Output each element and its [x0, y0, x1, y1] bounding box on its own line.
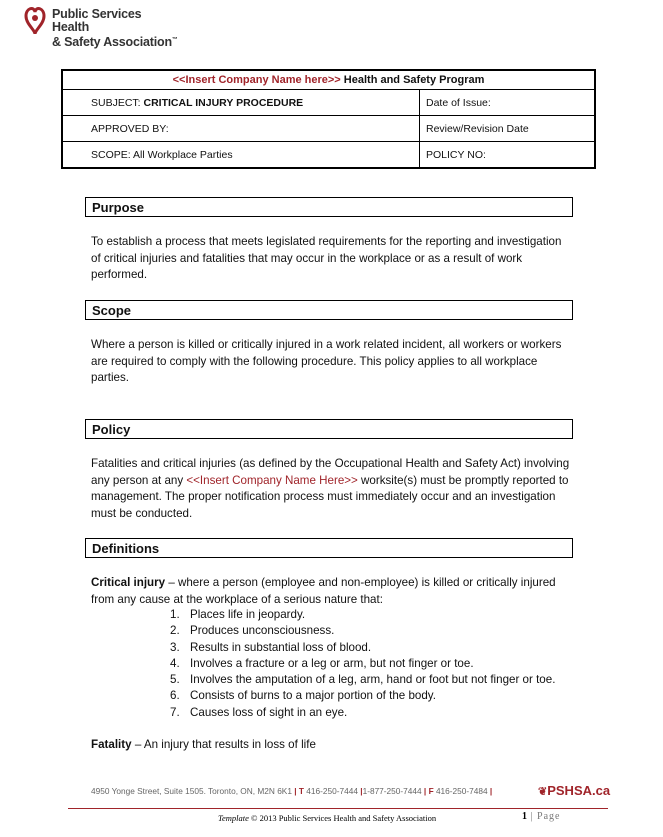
- subject-value: CRITICAL INJURY PROCEDURE: [143, 96, 304, 109]
- policy-heading: Policy: [85, 419, 573, 439]
- list-item-text: Causes loss of sight in an eye.: [190, 705, 348, 719]
- list-item-text: Places life in jeopardy.: [190, 608, 306, 621]
- logo-line-2: & Safety Association: [52, 35, 172, 50]
- page-number: 1 | Page: [522, 811, 561, 822]
- list-item: [170, 623, 570, 639]
- company-name-placeholder: <<Insert Company Name here>>: [172, 74, 341, 86]
- list-item-text: Involves a fracture or a leg or arm, but not finger or toe.: [190, 656, 474, 670]
- policy-no: POLICY NO:: [420, 142, 596, 169]
- list-item-number: 6.: [170, 689, 180, 703]
- list-item-number: 2.: [170, 624, 180, 638]
- pshsa-brand-icon: ❦: [538, 786, 548, 798]
- footer-address: 4950 Yonge Street, Suite 1505. Toronto, ON, M2N 6K1 | T 416-250-7444 |1-877-250-7444 | F 416-250-7484 |: [91, 786, 493, 796]
- critical-injury-definition: [91, 575, 571, 608]
- list-item: [170, 705, 570, 721]
- list-item: [170, 672, 570, 688]
- review-date: Review/Revision Date: [420, 116, 596, 142]
- footer-template-note: Template © 2013 Public Services Health and Safety Association: [218, 813, 437, 823]
- company-name-placeholder-2: <<Insert Company Name Here>>: [186, 473, 358, 487]
- list-item: [170, 656, 570, 672]
- policy-text-a: Fatalities and critical injuries (as defined by the Occupational Health and Safety Act) involving any person at any: [91, 457, 570, 487]
- approved-by: APPROVED BY:: [62, 116, 420, 142]
- logo-line-1: Public Services Health: [52, 7, 142, 34]
- program-title: [62, 70, 595, 90]
- pshsa-logo: [20, 2, 180, 50]
- policy-text-b: worksite(s) must be promptly reported to management. The proper notification process must immediately occur and an investigation must be conducted.: [91, 473, 569, 520]
- fatality-definition: [91, 737, 571, 754]
- list-item-text: Consists of burns to a major portion of the body.: [190, 689, 436, 703]
- critical-injury-text: – where a person (employee and non-employee) is killed or critically injured from any cause at the workplace of a serious nature that:: [91, 576, 556, 606]
- list-item-number: 1.: [170, 608, 180, 621]
- list-item-number: 3.: [170, 640, 180, 654]
- logo-tm: ™: [171, 37, 178, 43]
- scope-text: Where a person is killed or critically injured in a work related incident, all workers or workers are required to comply with the following procedure. This policy applies to all workplace parties.: [91, 338, 562, 384]
- list-item-number: 7.: [170, 705, 180, 719]
- list-item-text: Produces unconsciousness.: [190, 624, 335, 638]
- scope-heading: Scope: [85, 300, 573, 320]
- pshsa-logo-icon: [20, 2, 50, 38]
- purpose-text: To establish a process that meets legislated requirements for the reporting and investigation of critical injuries and fatalities that may occur in the workplace or as a result of work performed.: [91, 235, 562, 281]
- subject-label: SUBJECT:: [91, 96, 144, 109]
- policy-text: [91, 456, 571, 522]
- program-header-table: [61, 69, 596, 169]
- program-title-text: Health and Safety Program: [340, 74, 485, 86]
- list-item-number: 5.: [170, 673, 180, 687]
- critical-injury-term: Critical injury: [91, 576, 166, 589]
- list-item-text: Results in substantial loss of blood.: [190, 640, 372, 654]
- subject-cell: [62, 90, 420, 116]
- list-item: [170, 607, 570, 623]
- footer-tollfree: 1-877-250-7444: [362, 786, 422, 796]
- critical-injury-criteria-list: [170, 607, 570, 721]
- fatality-term: Fatality: [91, 738, 132, 751]
- purpose-heading: Purpose: [85, 197, 573, 217]
- date-of-issue: Date of Issue:: [420, 90, 596, 116]
- list-item: [170, 640, 570, 656]
- scope-cell: SCOPE: All Workplace Parties: [62, 142, 420, 169]
- fatality-text: – An injury that results in loss of life: [131, 738, 316, 751]
- pshsa-brand: ❦PSHSA.ca: [538, 783, 611, 798]
- list-item: [170, 688, 570, 704]
- definitions-heading: Definitions: [85, 538, 573, 558]
- list-item-number: 4.: [170, 656, 180, 670]
- list-item-text: Involves the amputation of a leg, arm, hand or foot but not finger or toe.: [190, 673, 556, 687]
- footer-divider: [68, 808, 608, 809]
- footer-street: 4950 Yonge Street, Suite 1505. Toronto, ON, M2N 6K1: [91, 786, 292, 796]
